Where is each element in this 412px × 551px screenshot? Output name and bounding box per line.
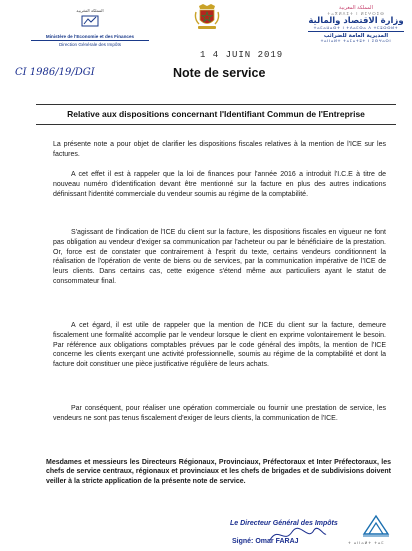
dg-arabic: المديرية العامة للضرائب bbox=[323, 33, 389, 39]
date-stamp: 1 4 JUIN 2019 bbox=[200, 50, 284, 60]
paragraph-intro: La présente note a pour objet de clarifier les dispositions fiscales relatives à la mention de l'ICE sur les factures. bbox=[53, 141, 386, 158]
signatory-name: Signé: Omar FARAJ bbox=[232, 538, 299, 545]
royal-emblem-icon bbox=[194, 3, 220, 31]
ministry-header-right bbox=[308, 5, 404, 43]
corner-tifinagh-text: ⵜ ⴰⵏⵏⴰⵍⵜ ⵜⴰⵎ bbox=[348, 541, 385, 545]
ministry-arabic: وزارة الاقتصاد والمالية bbox=[308, 16, 404, 26]
kingdom-arabic-small: المملكة المغربية bbox=[76, 8, 104, 13]
signatory-title: Le Directeur Général des Impôts bbox=[230, 520, 338, 527]
kingdom-tifinagh: ⵜⴰⴳⵍⴷⵉⵜ ⵏ ⵍⵎⵖⵔⵉⴱ bbox=[327, 11, 385, 16]
direction-label: Direction Générale des Impôts bbox=[58, 42, 122, 47]
paragraph-loi-finances: A cet effet il est à rappeler que la loi de finances pour l'année 2016 a introduit l'I.C.E à titre de nouveau numéro d'identification devant être mentionné sur la facture en plus des autres indications définissant l'identité commerciale du vendeur soumis au régime de la comptabilité. bbox=[53, 171, 386, 198]
ministry-label: Ministère de l'Economie et des Finances bbox=[45, 34, 135, 39]
kingdom-arabic: المملكة المغربية bbox=[339, 5, 373, 11]
paragraph-ice-client: S'agissant de l'indication de l'ICE du client sur la facture, les dispositions fiscales en vigueur ne font pas obligation au vendeur d'exiger sa communication par l'acheteur ou par le bénéficiaire de la prestation. Or, force est de constater que contrairement à l'esprit du texte, certains vendeurs conditionnent la réalisation de l'opération de vente de biens ou de services, par la communication impérative de l'ICE de leurs clients. Dans certains cas, cette exigence s'étend même aux particuliers ayant le statut de consommateur final. bbox=[53, 229, 386, 285]
dg-tifinagh: ⵜⴰⵏⵏⴰⵍⵜ ⵜⴰⵎⴰⵜⵓⵜ ⵏ ⵉⵙⵖⴰⵔⵏ bbox=[320, 39, 392, 43]
header-right-divider bbox=[308, 31, 404, 32]
subject-bottom-rule bbox=[36, 124, 396, 125]
subject-top-rule bbox=[36, 104, 396, 105]
paragraph-rappel: A cet égard, il est utile de rappeler que la mention de l'ICE du client sur la facture, demeure fiscalement une formalité accomplie par le vendeur lorsque le client en exprime volontairement le besoin. Par référence aux obligations comptables prévues par le code général des impôts, la mention de l'ICE concerne les clients exerçant une activité professionnelle, soumis au régime de la comptabilité et dont la facture doit constituer une pièce justificative régulière de leurs achats. bbox=[53, 322, 386, 369]
paragraph-conclusion: Par conséquent, pour réaliser une opération commerciale ou fournir une prestation de service, les vendeurs ne sont pas tenus fiscalement d'exiger de leurs clients, la communication de l'ICE. bbox=[53, 405, 386, 422]
page-title: Note de service bbox=[173, 66, 266, 80]
ministry-header-left bbox=[30, 8, 150, 47]
ministry-tifinagh: ⵜⴰⵎⴰⵡⴰⵙⵜ ⵏ ⵜⴷⴰⵎⵙⴰ ⴷ ⵜⵎⵓⵔⵙⵍⵜ bbox=[313, 26, 399, 30]
header-left-divider bbox=[31, 40, 149, 41]
reference-number: CI 1986/19/DGI bbox=[15, 67, 95, 78]
closing-instruction: Mesdames et messieurs les Directeurs Régionaux, Provinciaux, Préfectoraux et Inter Préfectoraux, les chefs de service centraux, régionaux et provinciaux et les chefs de brigades et de subdivisions doivent veiller à la stricte application de la présente note de service. bbox=[46, 459, 391, 485]
ministry-logo-icon bbox=[80, 14, 100, 28]
dgi-corner-logo-icon bbox=[361, 512, 391, 538]
subject-line: Relative aux dispositions concernant l'Identifiant Commun de l'Entreprise bbox=[67, 109, 365, 119]
